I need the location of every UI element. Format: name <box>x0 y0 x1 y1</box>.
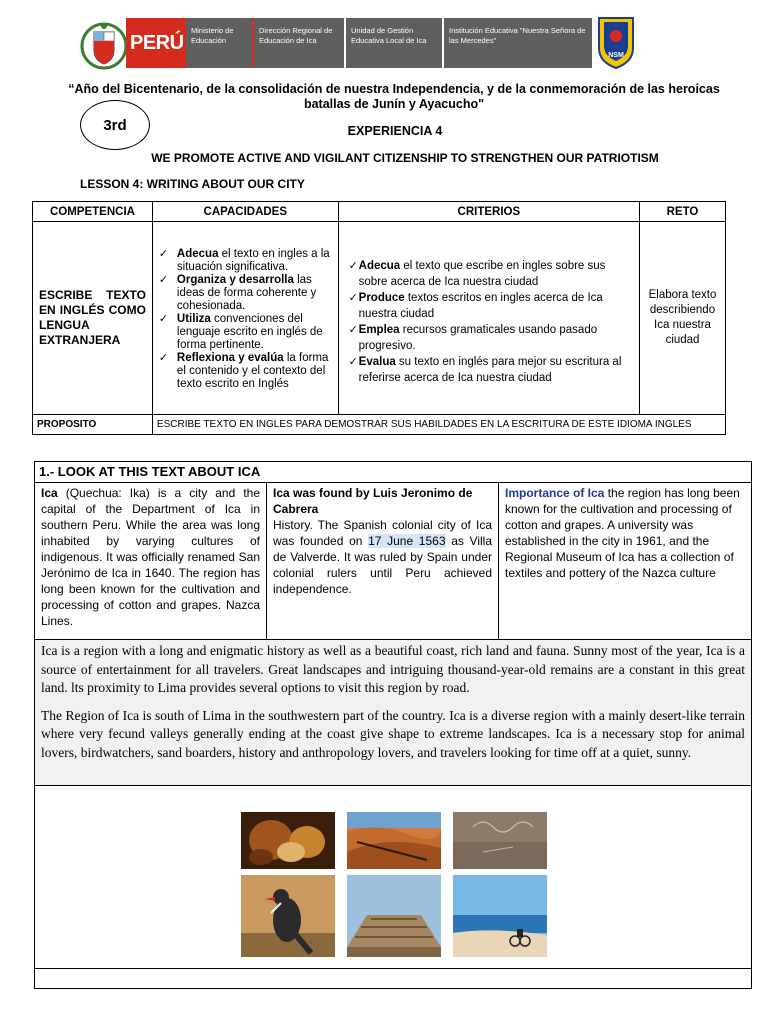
institution-header <box>78 14 638 78</box>
criterio-text: textos escritos en ingles acerca de Ica nuestra ciudad <box>358 292 603 320</box>
criterio-verb: Evalua <box>358 356 396 368</box>
list-item <box>349 322 631 354</box>
photo-cave-artifacts <box>241 812 335 869</box>
peru-coat-of-arms-icon <box>78 16 130 76</box>
col1-text: (Quechua: Ika) is a city and the capital of the Department of Ica in southern Peru. While the area was long inhabited by varying cultures of indigenous. It was officially renamed San Jerónimo de Ica in 1640. The region has long been known for the cultivation and processing of cotton and grapes. Nazca Lines. <box>41 486 260 628</box>
peru-label: PERÚ <box>130 31 184 54</box>
header-reto: RETO <box>640 202 726 222</box>
check-icon: ✓ <box>348 260 358 272</box>
proposito-row <box>33 415 726 435</box>
regional-direction-label: Dirección Regional de Educación de Ica <box>254 18 344 68</box>
criterio-text: el texto que escribe en ingles sobre sus sobre acerca de Ica nuestra ciudad <box>358 260 606 288</box>
check-icon: ✓ <box>158 312 169 325</box>
criterio-text: su texto en inglés para mejor su escritura al referirse acerca de Ica nuestra ciudad <box>358 356 622 384</box>
col2-text-before: History. The Spanish colonial city of Ica was founded on <box>273 518 492 548</box>
section-title: 1.- LOOK AT THIS TEXT ABOUT ICA <box>35 462 751 483</box>
criterios-list <box>349 258 631 386</box>
school-label: Institución Educativa "Nuestra Señora de las Mercedes" <box>444 18 592 68</box>
photo-gallery <box>35 786 751 969</box>
check-icon: ✓ <box>158 351 169 364</box>
capacidad-verb: Reflexiona y evalúa <box>176 351 284 364</box>
capacidad-text: la forma el contenido y el contexto del texto escrito en Inglés <box>176 351 329 390</box>
competencia-cell: ESCRIBE TEXTO EN INGLÉS COMO LENGUA EXTRANJERA <box>33 222 153 415</box>
criterio-verb: Emplea <box>358 324 400 336</box>
founding-date-highlight: 17 June 1563 <box>368 534 446 548</box>
capacidad-verb: Organiza y desarrolla <box>176 273 294 286</box>
list-item <box>349 354 631 386</box>
photo-coastal-cyclist <box>453 875 547 957</box>
text-columns <box>35 483 751 640</box>
capacidad-verb: Adecua <box>176 247 219 260</box>
proposito-text: ESCRIBE TEXTO EN INGLES PARA DEMOSTRAR SUS HABILDADES EN LA ESCRITURA DE ESTE IDIOMA INGLES <box>152 415 725 435</box>
col3-text: the region has long been known for the cultivation and processing of cotton and grapes. A university was established in the city in 1961, and the Regional Museum of Ica has a collection of textiles and pottery of the Nazca culture <box>505 486 740 580</box>
school-crest-text: NSM <box>608 52 624 59</box>
school-crest-icon <box>596 14 636 70</box>
column-ica-importance <box>499 483 751 639</box>
criterio-verb: Produce <box>358 292 405 304</box>
blank-row <box>35 969 751 988</box>
criterio-text: recursos gramaticales usando pasado progresivo. <box>358 324 598 352</box>
header-capacidades: CAPACIDADES <box>152 202 338 222</box>
ministry-label: Ministerio de Educación <box>186 18 252 68</box>
col1-bold: Ica <box>41 486 58 500</box>
list-item <box>349 258 631 290</box>
photo-nazca-geoglyph <box>453 812 547 869</box>
reading-section <box>34 461 752 989</box>
competence-table <box>32 201 726 435</box>
check-icon: ✓ <box>158 247 169 260</box>
table-row <box>33 222 726 415</box>
check-icon: ✓ <box>348 292 358 304</box>
paragraph-2: The Region of Ica is south of Lima in the southwestern part of the country. Ica is a diverse region with a mainly desert-like terrain where very fecund valleys generally ending at the coast give shape to extreme landscapes. Ica is a necessary stop for animal lovers, birdwatchers, sand boarders, history and anthropology lovers, and travelers looking for time off at a quiet, sunny. <box>41 707 745 760</box>
reto-cell: Elabora texto describiendo Ica nuestra ciudad <box>640 222 726 415</box>
description-paragraphs <box>35 640 751 786</box>
photo-inca-tern-bird <box>241 875 335 957</box>
paragraph-1: Ica is a region with a long and enigmatic history as well as a beautiful coast, rich land and fauna. Sunny most of the year, Ica is a source of entertainment for all travelers. Great landscapes and intriguing thousand-year-old remains are a constant in this great land. lts proximity to Lima provides several options to visit this region by road. <box>41 643 745 695</box>
ugel-label: Unidad de Gestión Educativa Local de Ica <box>346 18 442 68</box>
lesson-title: LESSON 4: WRITING ABOUT OUR CITY <box>80 177 305 191</box>
list-item <box>349 290 631 322</box>
list-item <box>159 313 334 352</box>
motto: WE PROMOTE ACTIVE AND VIGILANT CITIZENSHIP TO STRENGTHEN OUR PATRIOTISM <box>151 151 659 165</box>
list-item <box>159 352 334 391</box>
experience-title: EXPERIENCIA 4 <box>347 124 443 138</box>
capacidad-text: el texto en ingles a la situación significativa. <box>176 247 330 273</box>
capacidad-text: las ideas de forma coherente y cohesionada. <box>176 273 317 312</box>
table-header-row <box>33 202 726 222</box>
col3-bold: Importance of Ica <box>505 486 605 500</box>
grade-label: 3rd <box>103 116 127 134</box>
capacidades-list <box>159 248 334 391</box>
list-item <box>159 274 334 313</box>
capacidad-verb: Utiliza <box>176 312 211 325</box>
column-ica-intro <box>35 483 267 639</box>
criterios-cell <box>338 222 639 415</box>
capacidades-cell <box>152 222 338 415</box>
col2-heading: Ica was found by Luis Jeronimo de Cabrera <box>273 486 473 516</box>
column-ica-history <box>267 483 499 639</box>
header-competencia: COMPETENCIA <box>33 202 153 222</box>
photo-desert-dunes <box>347 812 441 869</box>
check-icon: ✓ <box>348 324 358 336</box>
photo-pyramid-ruins <box>347 875 441 957</box>
proposito-label: PROPOSITO <box>33 415 153 435</box>
check-icon: ✓ <box>348 356 358 368</box>
header-criterios: CRITERIOS <box>338 202 639 222</box>
col2-text-after: as Villa de Valverde. It was ruled by Spain under colonial rulers until Peru achieved independence. <box>273 534 492 596</box>
capacidad-text: convenciones del lenguaje escrito en inglés de forma pertinente. <box>176 312 323 351</box>
check-icon: ✓ <box>158 273 169 286</box>
criterio-verb: Adecua <box>358 260 401 272</box>
year-name: “Año del Bicentenario, de la consolidación de nuestra Independencia, y de la conmemoración de las heroicas batallas de Junín y Ayacucho" <box>68 82 720 111</box>
list-item <box>159 248 334 274</box>
